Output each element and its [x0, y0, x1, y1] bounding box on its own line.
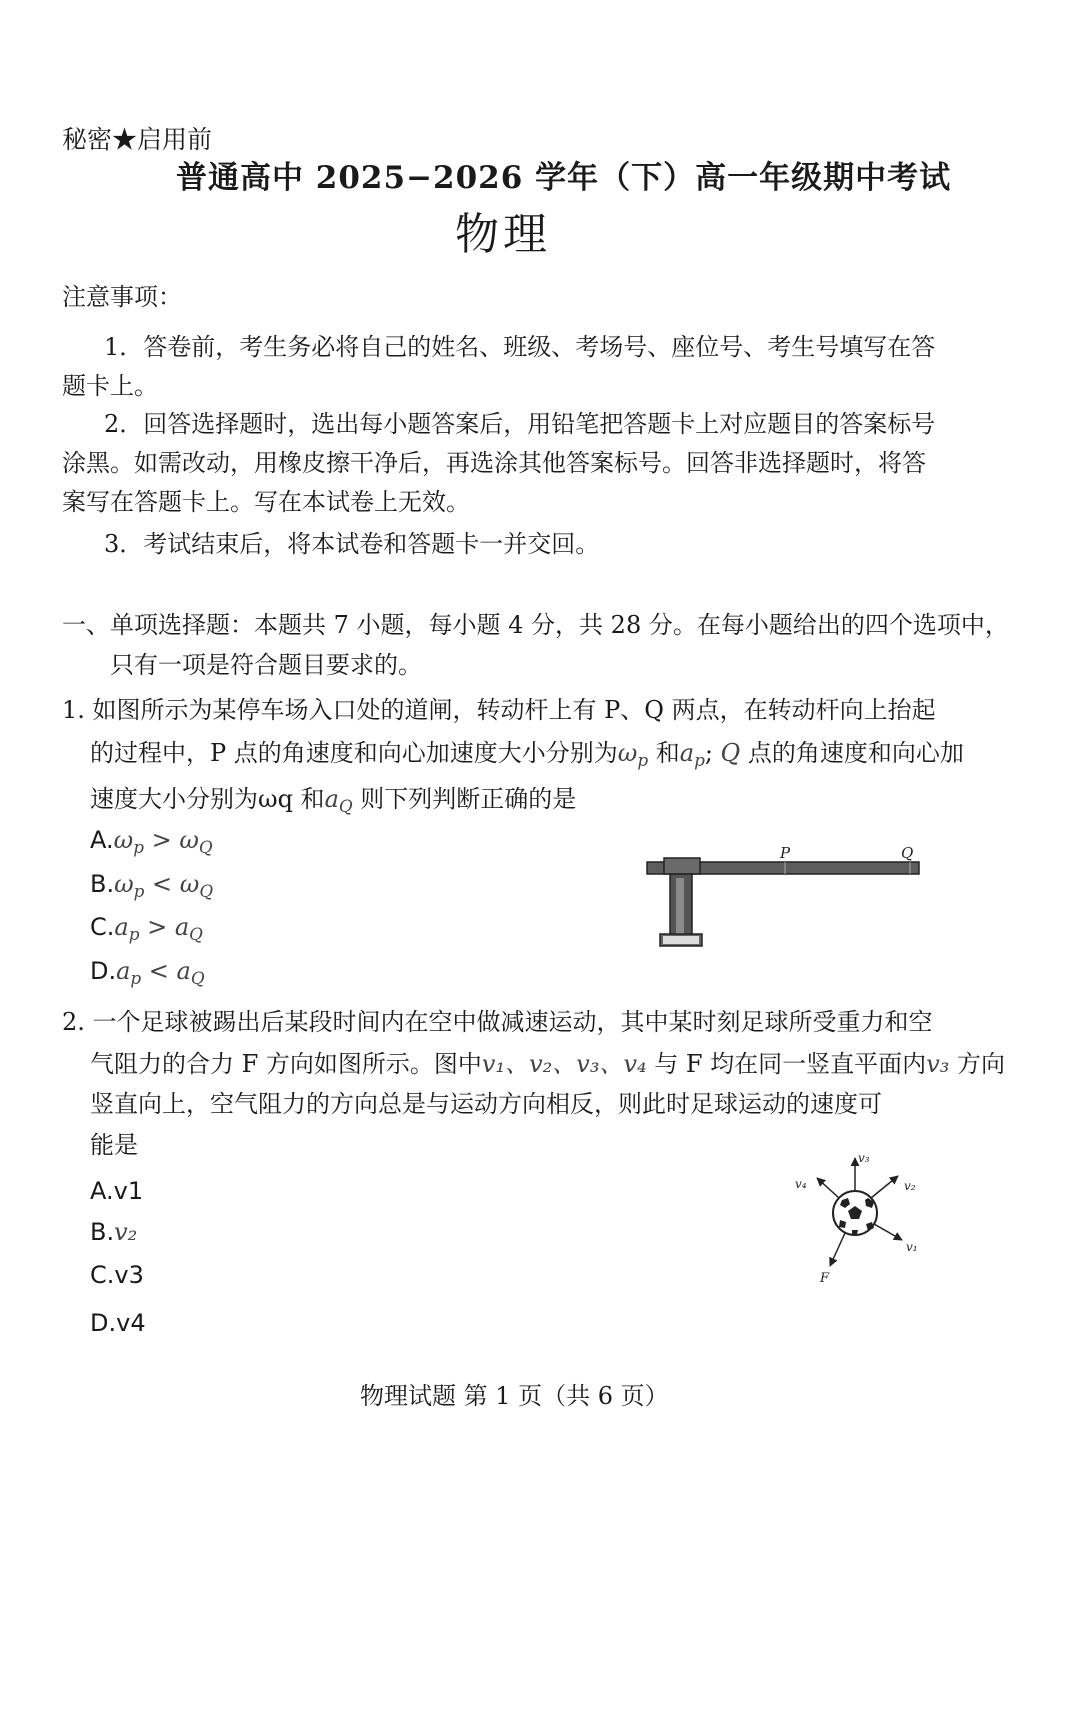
v2-arrow — [871, 1176, 898, 1198]
q2-option-d[interactable]: D.v4 — [90, 1309, 146, 1337]
velocity-symbols: v₁、v₂、v₃、v₄ — [481, 1050, 647, 1078]
v3-label: v₃ — [858, 1151, 870, 1165]
q-point-symbol: Q — [720, 739, 741, 767]
q2-option-a[interactable]: A.v1 — [90, 1177, 144, 1205]
note-2-line-3: 案写在答题卡上。写在本试卷上无效。 — [62, 488, 470, 516]
q2-stem-line-1: 2. 一个足球被踢出后某段时间内在空中做减速运动，其中某时刻足球所受重力和空 — [62, 1008, 933, 1036]
q1-option-a[interactable]: $A.\omega_p > \omega_Q$ — [90, 826, 213, 858]
soccer-ball-figure — [790, 1148, 940, 1288]
v3-symbol: v₃ — [926, 1050, 950, 1078]
a-p-symbol: $a_p$ — [679, 739, 705, 771]
q2-stem-line-2-text-c: 方向 — [949, 1050, 1006, 1078]
soccer-ball-icon — [833, 1191, 877, 1235]
q2-stem-line-2 — [90, 1044, 1005, 1079]
v1-label: v₁ — [906, 1240, 918, 1254]
q1-stem-line-2-text-a: 的过程中，P 点的角速度和向心加速度大小分别为 — [90, 739, 618, 767]
v4-arrow — [817, 1178, 839, 1198]
force-f-arrow — [830, 1233, 845, 1266]
note-2-line-2: 涂黑。如需改动，用橡皮擦干净后，再选涂其他答案标号。回答非选择题时，将答 — [62, 449, 926, 477]
notes-heading: 注意事项： — [62, 283, 182, 311]
secret-label: 秘密★启用前 — [62, 125, 213, 154]
q1-option-d[interactable]: $D.a_p < a_Q$ — [90, 957, 205, 989]
q1-stem-line-2-text-b: 点的角速度和向心加 — [740, 739, 964, 767]
q1-option-c[interactable]: $C.a_p > a_Q$ — [90, 913, 203, 945]
q1-stem-and: 和 — [655, 739, 680, 767]
q2-stem-line-2-text-a: 气阻力的合力 F 方向如图所示。图中 — [90, 1050, 482, 1078]
point-q-label: Q — [901, 844, 914, 862]
v4-label: v₄ — [795, 1177, 807, 1191]
q1-stem-line-3-text-a: 速度大小分别为ωq 和 — [90, 785, 325, 813]
section-1-heading-line-2: 只有一项是符合题目要求的。 — [110, 651, 422, 679]
subject-title: 物理 — [455, 209, 551, 260]
omega-p-symbol: $\omega_p$ — [617, 739, 649, 771]
q2-stem-line-2-text-b: 与 F 均在同一竖直平面内 — [646, 1050, 927, 1078]
note-1-line-2: 题卡上。 — [62, 372, 158, 400]
a-q-symbol: $a_Q$ — [324, 785, 353, 817]
section-1-heading-line-1: 一、单项选择题：本题共 7 小题，每小题 4 分，共 28 分。在每小题给出的四个选项中， — [62, 611, 1009, 639]
q2-option-b[interactable]: B.v₂ — [90, 1218, 138, 1246]
note-2-line-1: 2．回答选择题时，选出每小题答案后，用铅笔把答题卡上对应题目的答案标号 — [104, 410, 936, 438]
v2-label: v₂ — [904, 1179, 916, 1193]
q1-stem-line-3 — [90, 779, 576, 816]
q2-stem-line-3: 竖直向上，空气阻力的方向总是与运动方向相反，则此时足球运动的速度可 — [90, 1090, 882, 1118]
v1-arrow — [874, 1224, 902, 1240]
q1-stem-line-1: 1. 如图所示为某停车场入口处的道闸，转动杆上有 P、Q 两点，在转动杆向上抬起 — [62, 696, 936, 724]
force-f-label: F — [820, 1271, 830, 1286]
point-p-label: P — [780, 844, 791, 862]
barrier-gate-figure — [640, 838, 925, 953]
q2-option-c[interactable]: C.v3 — [90, 1261, 144, 1289]
q1-option-b[interactable]: $B.\omega_p < \omega_Q$ — [90, 870, 214, 902]
note-3-line-1: 3．考试结束后，将本试卷和答题卡一并交回。 — [104, 530, 600, 558]
page-footer: 物理试题 第 1 页（共 6 页） — [360, 1382, 669, 1410]
exam-title: 普通高中 2025−2026 学年（下）高一年级期中考试 — [176, 160, 952, 196]
note-1-line-1: 1．答卷前，考生务必将自己的姓名、班级、考场号、座位号、考生号填写在答 — [104, 333, 936, 361]
q2-stem-line-4: 能是 — [90, 1131, 138, 1159]
q1-stem-line-3-text-b: 则下列判断正确的是 — [352, 785, 577, 813]
q1-stem-line-2: 的过程中，P 点的角速度和向心加速度大小分别为$\omega_p$ 和$a_p$; Q 点的角速度和向心加 — [90, 739, 964, 771]
